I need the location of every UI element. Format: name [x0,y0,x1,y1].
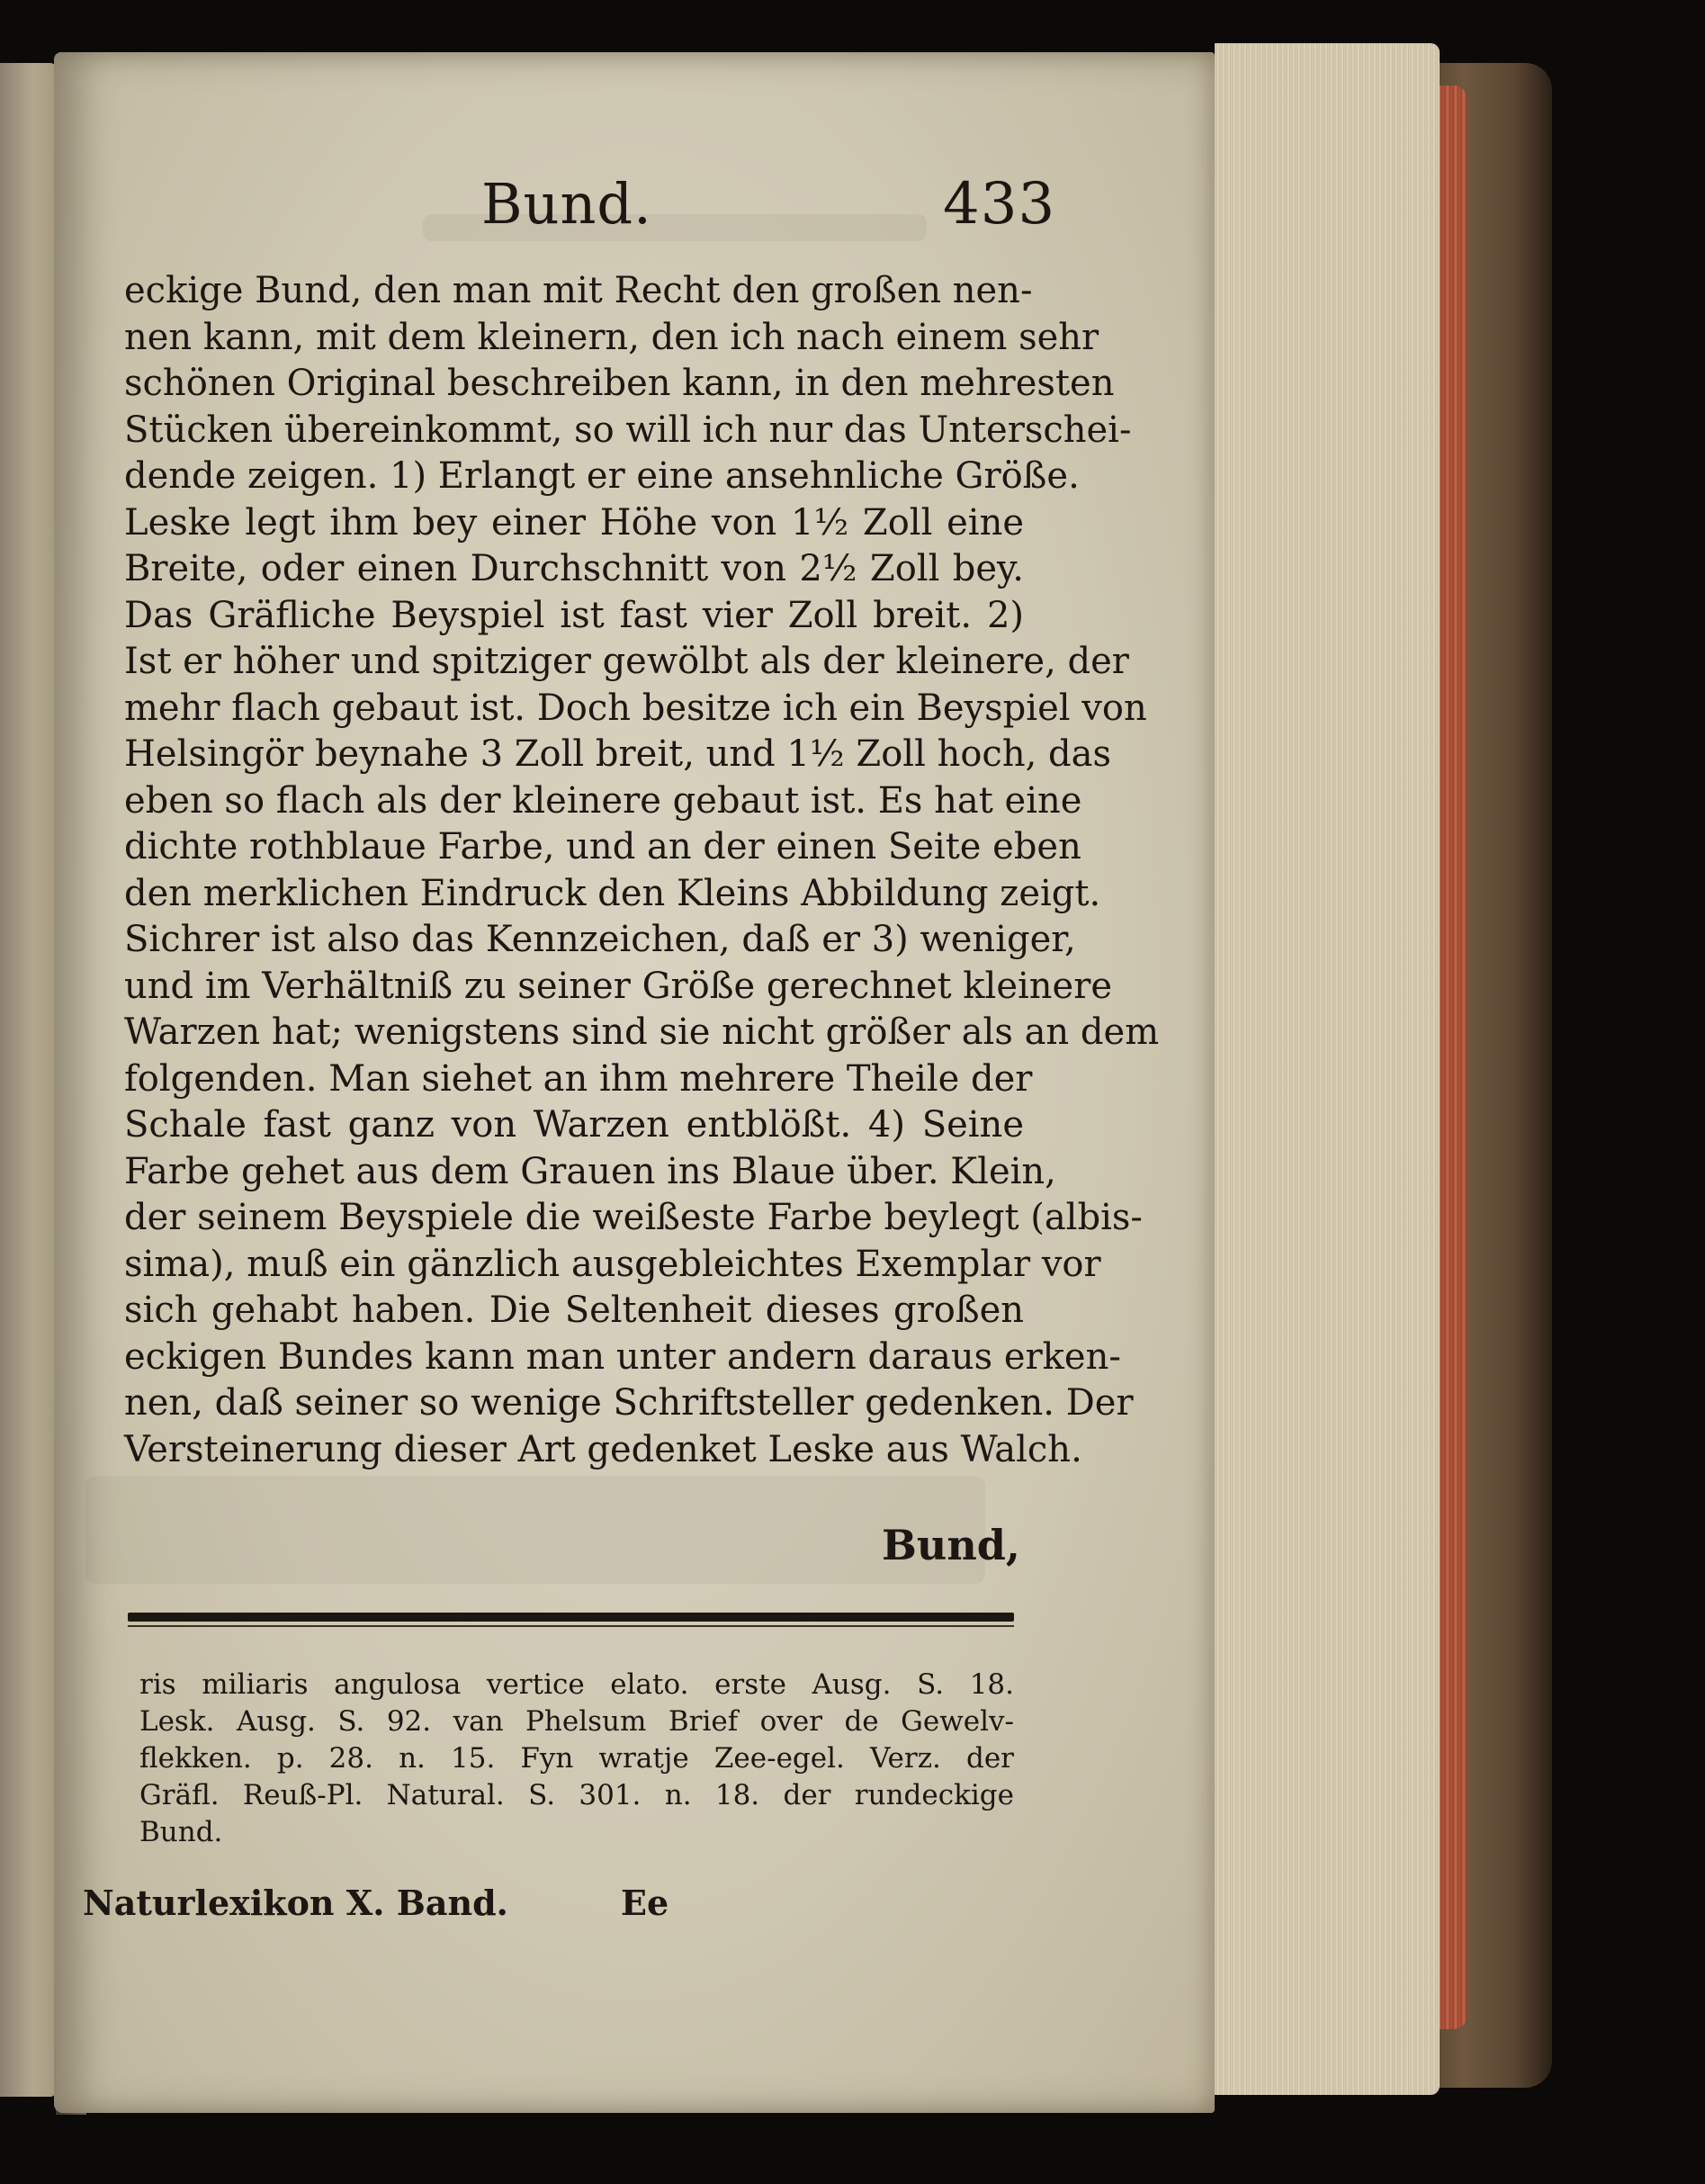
signature-mark: Ee [621,1883,669,1923]
main-text-block [124,268,1160,1473]
text-line: eben so flach als der kleinere gebaut ist. Es hat eine [124,779,1082,822]
text-line: sima), muß ein gänzlich ausgebleichtes Exemplar vor [124,1243,1101,1285]
facing-page-edge [0,63,56,2097]
text-line: Sichrer ist also das Kennzeichen, daß er 3) weniger, [124,919,1076,960]
text-line: Das Gräfliche Beyspiel ist fast vier Zoll breit. 2) [124,594,1024,636]
text-line: folgenden. Man siehet an ihm mehrere Theile der [124,1057,1033,1100]
text-line: mehr flach gebaut ist. Doch besitze ich ein Beyspiel von [124,687,1147,729]
text-line: schönen Original beschreiben kann, in den mehresten [124,363,1115,404]
text-line: Breite, oder einen Durchschnitt von 2½ Zoll bey. [124,548,1024,589]
text-line: der seinem Beyspiele die weißeste Farbe beylegt (albis- [124,1197,1143,1238]
text-line: sich gehabt haben. Die Seltenheit dieses großen [124,1290,1024,1331]
text-line: Stücken übereinkommt, so will ich nur das Unterschei- [124,409,1132,451]
page-number: 433 [943,171,1056,238]
running-head: Bund. [481,171,652,237]
text-line: dichte rothblaue Farbe, und an der einen Seite eben [124,826,1081,867]
text-line: Leske legt ihm bey einer Höhe von 1½ Zoll eine [124,501,1024,544]
signature-title: Naturlexikon X. Band. [83,1883,508,1923]
footnote-line: Bund. [139,1816,223,1848]
text-line: nen, daß seiner so wenige Schriftsteller gedenken. Der [124,1382,1134,1424]
footnote-line: Gräfl. Reuß-Pl. Natural. S. 301. n. 18. der rundeckige [139,1779,1014,1811]
footnote-rule [128,1613,1014,1622]
text-line: Helsingör beynahe 3 Zoll breit, und 1½ Zoll hoch, das [124,733,1111,775]
text-line: Schale fast ganz von Warzen entblößt. 4) Seine [124,1104,1024,1146]
footnote-rule-thin [128,1625,1014,1627]
text-line: und im Verhältniß zu seiner Größe gerechnet kleinere [124,965,1113,1007]
text-line: den merklichen Eindruck den Kleins Abbildung zeigt. [124,872,1101,914]
catchword: Bund, [882,1521,1020,1569]
footnote-block [139,1667,1014,1851]
text-line: Farbe gehet aus dem Grauen ins Blaue über. Klein, [124,1150,1056,1192]
page-block-edges [1215,43,1440,2095]
text-line: Ist er höher und spitziger gewölbt als der kleinere, der [124,641,1129,682]
text-line: eckigen Bundes kann man unter andern daraus erken- [124,1335,1121,1378]
text-line: Warzen hat; wenigstens sind sie nicht größer als an dem [124,1011,1160,1053]
text-line: Versteinerung dieser Art gedenket Leske aus Walch. [124,1428,1082,1470]
text-line: nen kann, mit dem kleinern, den ich nach einem sehr [124,316,1099,358]
footnote-line: ris miliaris angulosa vertice elato. erste Ausg. S. 18. [139,1668,1014,1701]
footnote-line: flekken. p. 28. n. 15. Fyn wratje Zee-egel. Verz. der [139,1742,1014,1775]
text-line: eckige Bund, den man mit Recht den großen nen- [124,270,1033,311]
show-through-smudge [85,1476,985,1584]
text-line: dende zeigen. 1) Erlangt er eine ansehnliche Größe. [124,455,1080,497]
footnote-line: Lesk. Ausg. S. 92. van Phelsum Brief over de Gewelv- [139,1705,1014,1738]
